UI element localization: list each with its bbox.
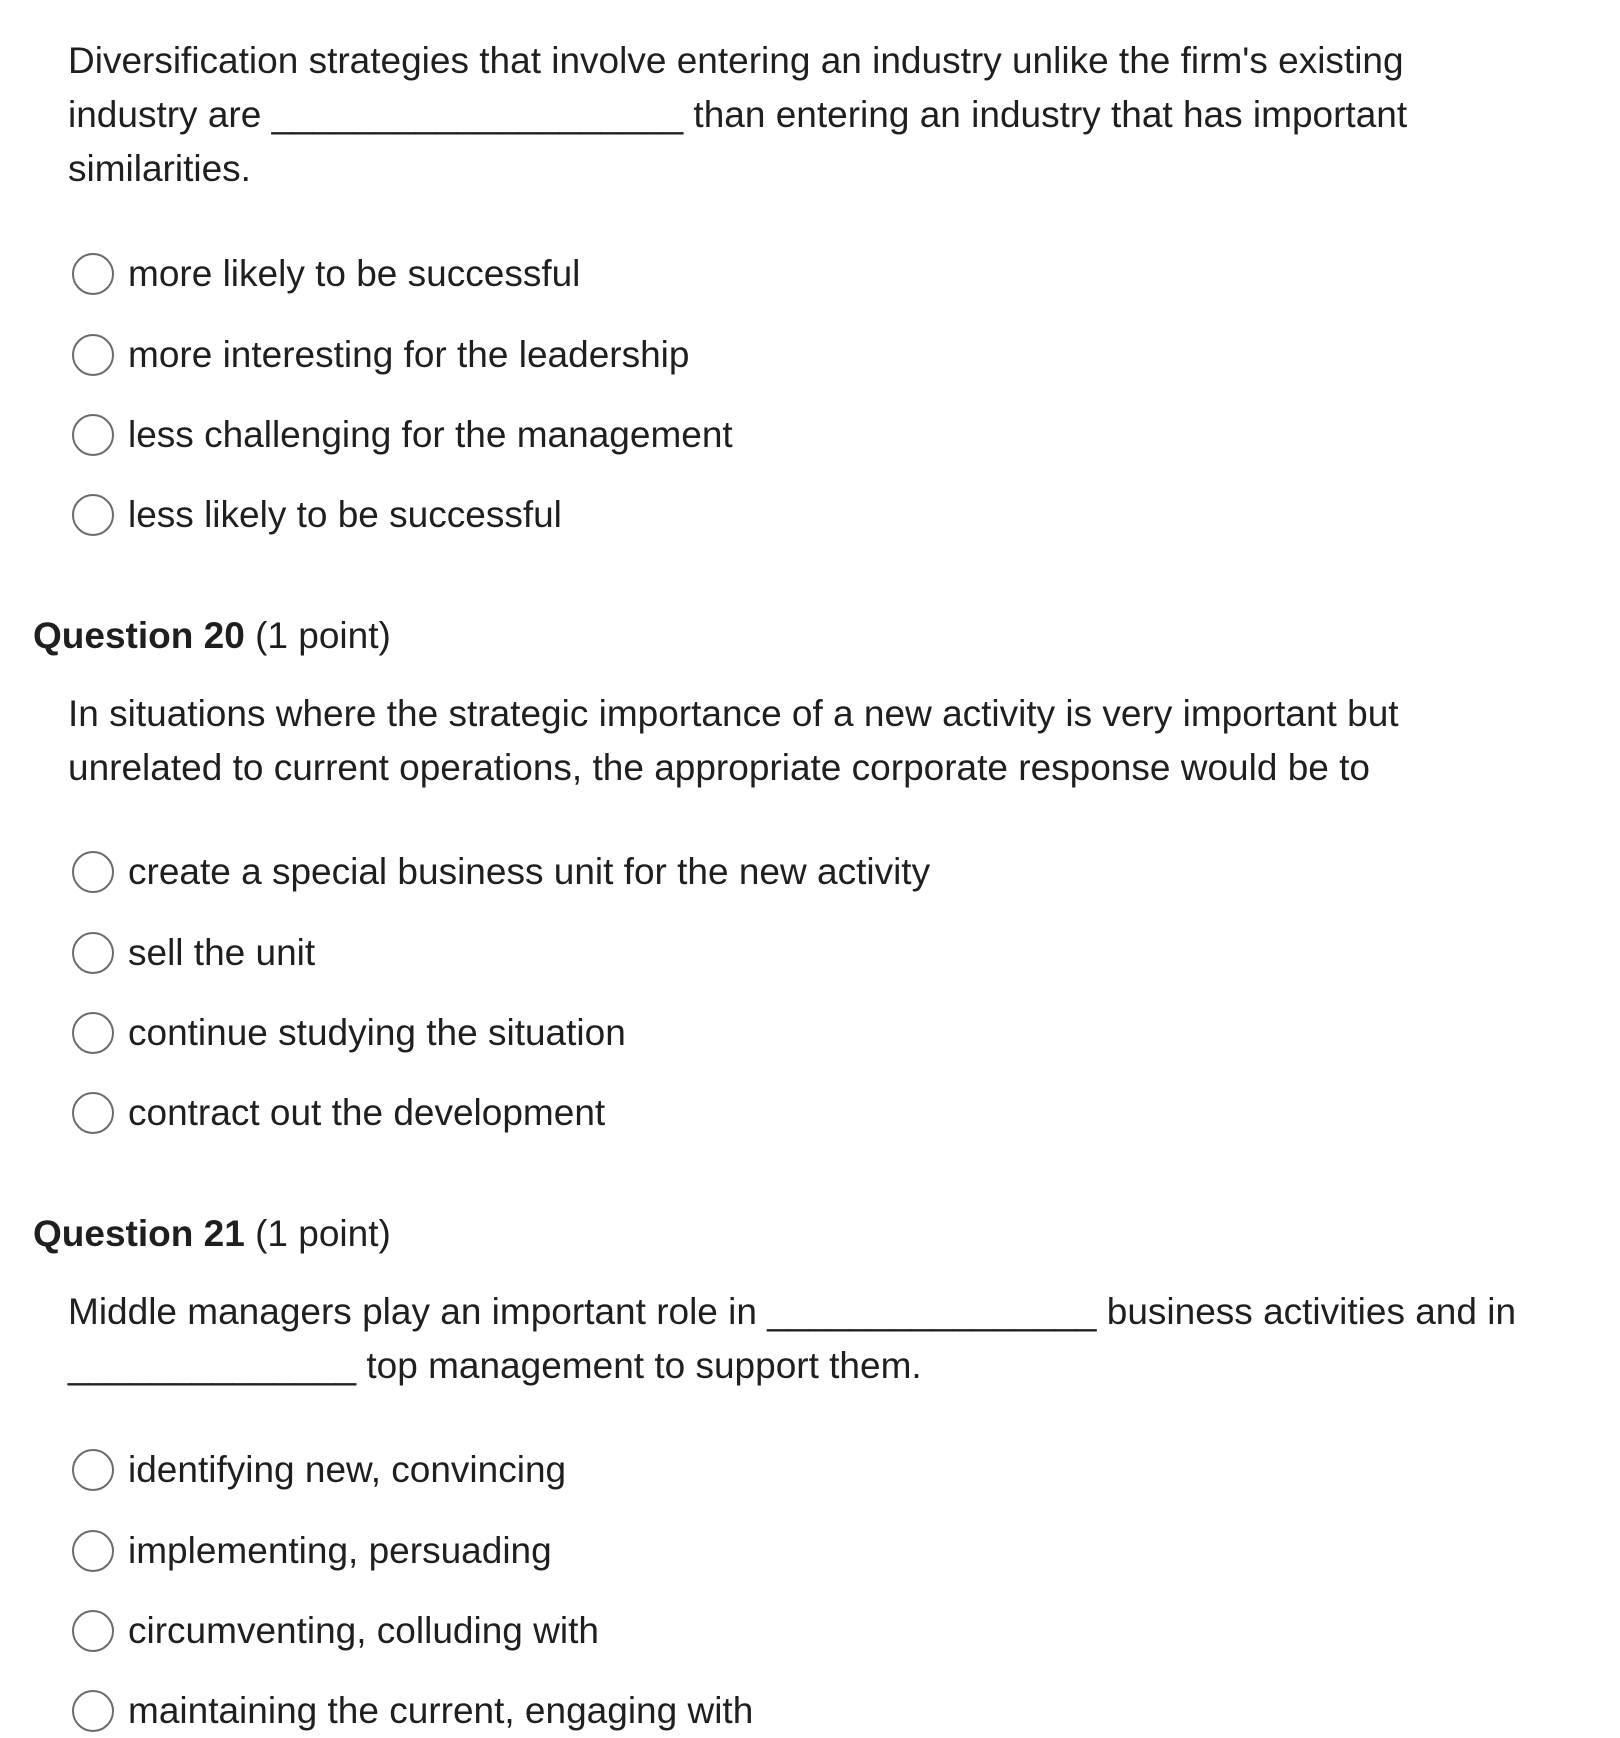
answer-option-label: sell the unit (128, 932, 316, 973)
answer-option[interactable] (72, 410, 733, 460)
answer-option-label: less challenging for the management (128, 414, 733, 455)
answer-option-label: continue studying the situation (128, 1012, 626, 1053)
answer-option[interactable] (72, 1008, 626, 1058)
radio-button[interactable] (72, 1012, 114, 1054)
question-prompt: Middle managers play an important role in ________________ business activities and in ______________ top management to support them. (68, 1291, 1517, 1386)
answer-option[interactable] (72, 249, 580, 299)
answer-option[interactable] (72, 490, 562, 540)
question-prompt: In situations where the strategic importance of a new activity is very important but unrelated to current operations, the appropriate corporate response would be to (68, 693, 1399, 788)
answer-option-label: more interesting for the leadership (128, 334, 690, 375)
radio-button[interactable] (72, 414, 114, 456)
question-header (33, 614, 391, 658)
answer-option[interactable] (72, 1606, 599, 1656)
radio-button[interactable] (72, 1449, 114, 1491)
question-prompt: Diversification strategies that involve entering an industry unlike the firm's existing industry are ____________________ than entering an industry that has important similarities. (68, 40, 1408, 189)
radio-button[interactable] (72, 851, 114, 893)
answer-option[interactable] (72, 928, 315, 978)
radio-button[interactable] (72, 1610, 114, 1652)
answer-option[interactable] (72, 847, 930, 897)
radio-button[interactable] (72, 494, 114, 536)
answer-option-label: circumventing, colluding with (128, 1610, 599, 1651)
answer-option-label: maintaining the current, engaging with (128, 1690, 754, 1731)
answer-option-label: more likely to be successful (128, 253, 581, 294)
answer-option[interactable] (72, 1088, 605, 1138)
radio-button[interactable] (72, 253, 114, 295)
question-number: Question 20 (33, 615, 245, 656)
radio-button[interactable] (72, 1092, 114, 1134)
answer-option-label: implementing, persuading (128, 1530, 552, 1571)
answer-option[interactable] (72, 1526, 552, 1576)
answer-option-label: contract out the development (128, 1092, 606, 1133)
radio-button[interactable] (72, 932, 114, 974)
question-points: (1 point) (255, 615, 391, 656)
answer-option-label: identifying new, convincing (128, 1449, 567, 1490)
answer-option-label: create a special business unit for the new activity (128, 851, 931, 892)
question-number: Question 21 (33, 1213, 245, 1254)
question-header (33, 1212, 391, 1256)
answer-option[interactable] (72, 1445, 566, 1495)
answer-option[interactable] (72, 1686, 753, 1736)
radio-button[interactable] (72, 334, 114, 376)
question-points: (1 point) (255, 1213, 391, 1254)
radio-button[interactable] (72, 1530, 114, 1572)
answer-option-label: less likely to be successful (128, 494, 562, 535)
answer-option[interactable] (72, 330, 689, 380)
radio-button[interactable] (72, 1690, 114, 1732)
